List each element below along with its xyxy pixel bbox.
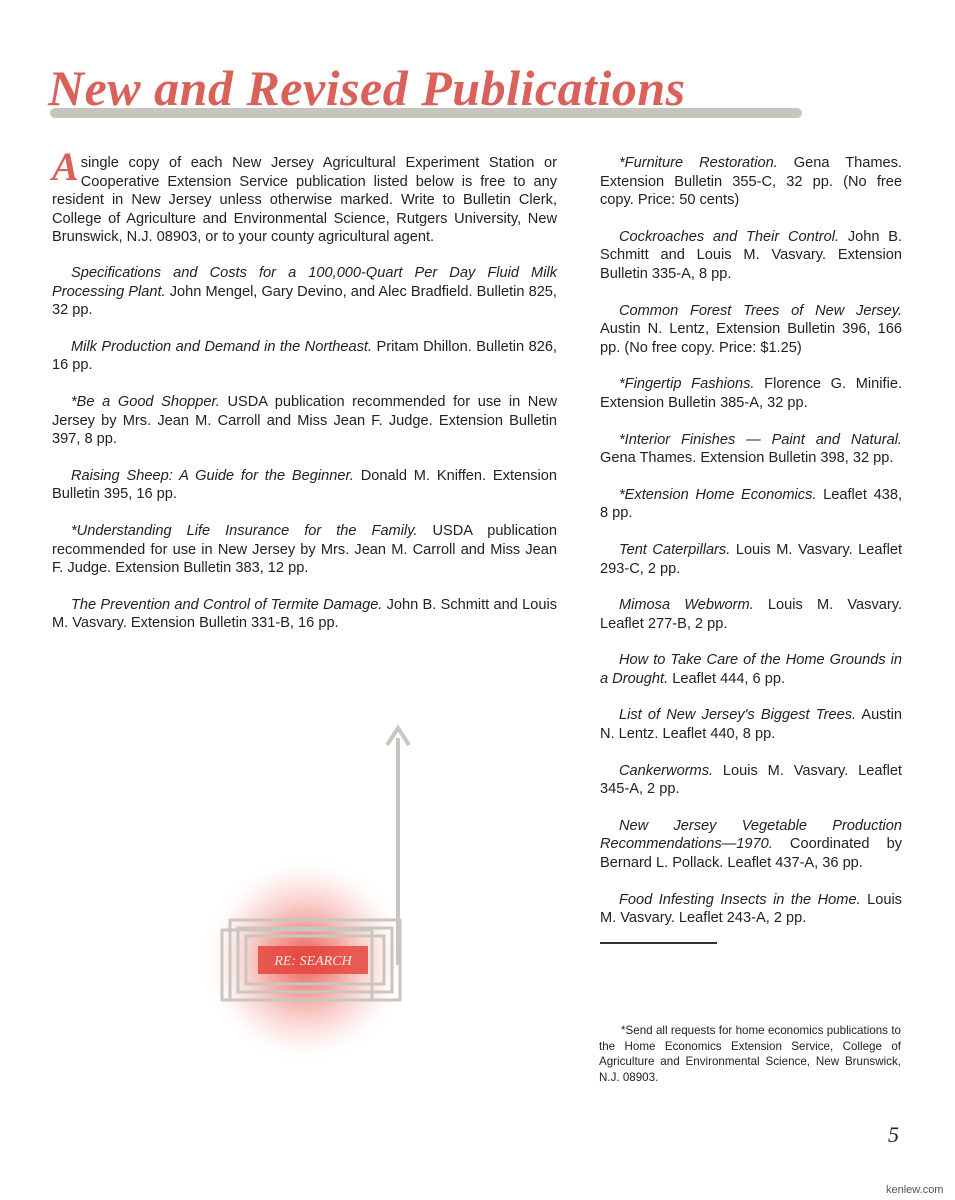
publication-entry <box>52 393 557 449</box>
publication-title: Mimosa Webworm. <box>619 597 754 614</box>
publication-title: Common Forest Trees of New Jersey. <box>619 302 902 319</box>
publication-title: *Interior Finishes — Paint and Natural. <box>619 431 902 448</box>
publication-entry <box>600 154 902 210</box>
publication-title: *Extension Home Economics. <box>619 486 817 503</box>
publication-title: *Understanding Life Insurance for the Family. <box>71 522 418 539</box>
left-publication-list <box>52 264 557 633</box>
publication-details: Louis M. Vasvary. Leaflet 345-A, 2 pp. <box>600 762 902 798</box>
publication-entry <box>600 431 902 468</box>
publication-entry <box>600 706 902 743</box>
publication-title: How to Take Care of the Home Grounds in a Drought. <box>600 652 902 687</box>
publication-details: USDA publication recommended for use in New Jersey by Mrs. Jean M. Carroll and Miss Jean F. Judge. Extension Bulletin 397, 8 pp. <box>52 393 557 448</box>
publication-details: USDA publication recommended for use in New Jersey by Mrs. Jean M. Carroll and Miss Jean F. Judge. Extension Bulletin 383, 12 pp. <box>52 522 557 577</box>
publication-entry <box>600 762 902 799</box>
research-logo <box>200 720 460 1060</box>
publication-entry <box>600 891 902 928</box>
intro-paragraph <box>52 144 557 247</box>
logo-text: RE: SEARCH <box>274 954 352 969</box>
publication-title: Tent Caterpillars. <box>619 541 731 558</box>
publication-details: Donald M. Kniffen. Extension Bulletin 395, 16 pp. <box>52 467 557 503</box>
footnote: *Send all requests for home economics publications to the Home Economics Extension Service, College of Agriculture and Environmental Science, New Brunswick, N.J. 08903. <box>599 1024 901 1084</box>
publication-details: Florence G. Minifie. Extension Bulletin 385-A, 32 pp. <box>600 376 902 411</box>
publication-details: Louis M. Vasvary. Leaflet 293-C, 2 pp. <box>600 541 902 577</box>
publication-title: The Prevention and Control of Termite Damage. <box>71 596 383 613</box>
publication-title: Cankerworms. <box>619 762 714 779</box>
publication-details: Coordinated by Bernard L. Pollack. Leaflet 437-A, 36 pp. <box>600 836 902 872</box>
publication-details: Austin N. Lentz, Extension Bulletin 396, 166 pp. (No free copy. Price: $1.25) <box>600 321 902 356</box>
publication-entry <box>52 596 557 633</box>
publication-title: Food Infesting Insects in the Home. <box>619 891 861 908</box>
right-column <box>600 154 902 944</box>
publication-entry <box>52 467 557 504</box>
publication-details: John Mengel, Gary Devino, and Alec Bradfield. Bulletin 825, 32 pp. <box>52 283 557 319</box>
publication-title: Raising Sheep: A Guide for the Beginner. <box>71 467 354 484</box>
page-title <box>48 58 808 118</box>
publication-details: John B. Schmitt and Louis M. Vasvary. Extension Bulletin 331-B, 16 pp. <box>52 596 557 632</box>
publication-details: John B. Schmitt and Louis M. Vasvary. Extension Bulletin 335-A, 8 pp. <box>600 228 903 282</box>
publication-title: Cockroaches and Their Control. <box>619 228 840 245</box>
publication-entry <box>52 264 557 320</box>
publication-title: *Furniture Restoration. <box>619 155 778 171</box>
publication-entry <box>600 302 902 358</box>
intro-text: single copy of each New Jersey Agricultural Experiment Station or Cooperative Extension Service publication listed below is free to any resident in New Jersey unless otherwise marked. Write to Bulletin Clerk, College of Agriculture and Environmental Science, Rutgers University, New Brunswick, N.J. 08903, or to your county agricultural agent. <box>52 155 557 246</box>
footnote-divider <box>600 942 717 944</box>
left-column <box>52 144 557 651</box>
publication-entry <box>600 596 902 633</box>
publication-details: Louis M. Vasvary. Leaflet 243-A, 2 pp. <box>600 891 902 927</box>
publication-entry <box>600 541 902 578</box>
source-credit: kenlew.com <box>886 1184 944 1196</box>
page-title-text: New and Revised Publications <box>48 60 686 116</box>
publication-entry <box>600 651 902 688</box>
publication-details: Louis M. Vasvary. Leaflet 277-B, 2 pp. <box>600 597 902 632</box>
publication-entry <box>600 817 902 873</box>
publication-title: *Fingertip Fashions. <box>619 376 755 393</box>
publication-details: Gena Thames. Extension Bulletin 398, 32 pp. <box>600 450 894 467</box>
right-publication-list <box>600 154 902 928</box>
publication-entry <box>52 522 557 578</box>
publication-entry <box>52 338 557 375</box>
publication-details: Austin N. Lentz. Leaflet 440, 8 pp. <box>600 707 902 743</box>
publication-details: Gena Thames. Extension Bulletin 355-C, 32 pp. (No free copy. Price: 50 cents) <box>600 155 902 209</box>
publication-title: List of New Jersey's Biggest Trees. <box>619 707 857 724</box>
publication-details: Leaflet 444, 6 pp. <box>668 670 785 687</box>
publication-details: Leaflet 438, 8 pp. <box>600 486 902 522</box>
publication-entry <box>600 228 902 284</box>
publication-details: Pritam Dhillon. Bulletin 826, 16 pp. <box>52 338 557 374</box>
publication-entry <box>600 486 902 523</box>
publication-title: Milk Production and Demand in the Northeast. <box>71 338 373 355</box>
intro-dropcap: A <box>52 144 79 189</box>
publication-entry <box>600 375 902 412</box>
page-number: 5 <box>888 1122 899 1147</box>
publication-title: New Jersey Vegetable Production Recommendations—1970. <box>600 817 902 853</box>
publication-title: *Be a Good Shopper. <box>71 393 220 410</box>
publication-title: Specifications and Costs for a 100,000-Quart Per Day Fluid Milk Processing Plant. <box>52 264 557 300</box>
